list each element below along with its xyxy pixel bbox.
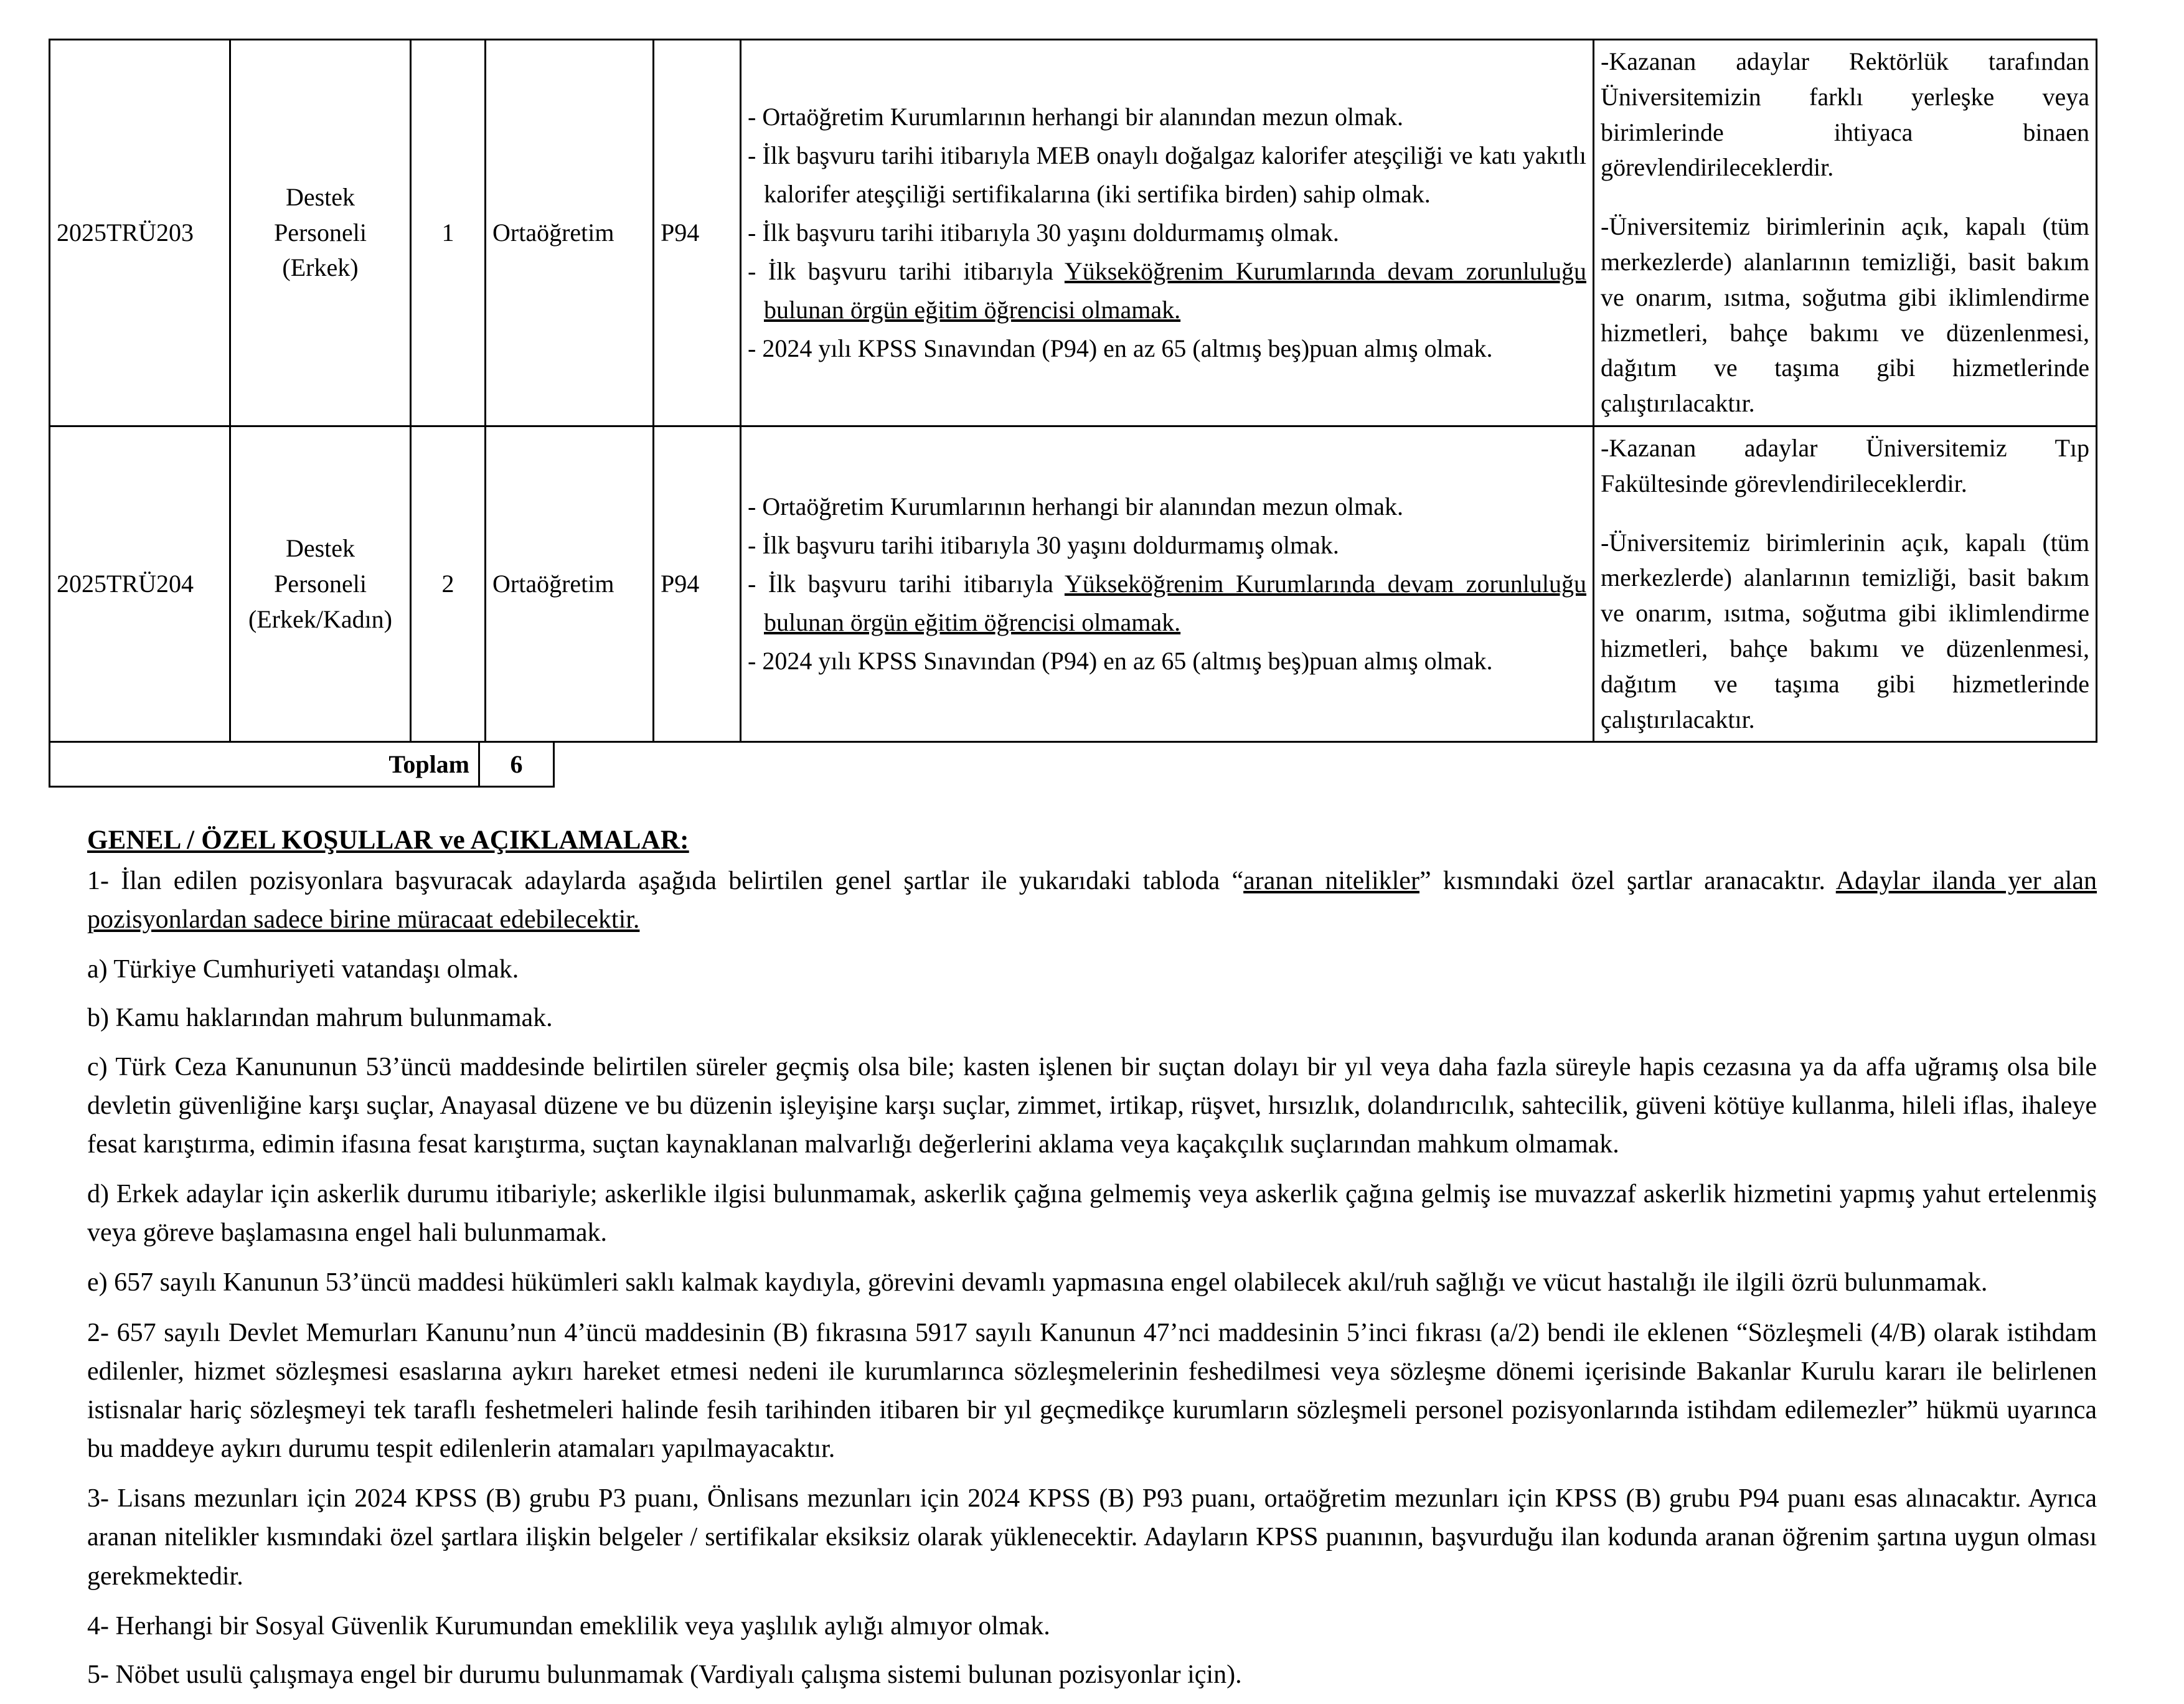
- qualification-item: - İlk başvuru tarihi itibarıyla 30 yaşını doldurmamış olmak.: [748, 218, 1339, 247]
- table-row: [50, 40, 2097, 426]
- position-title-line-2: Personeli: [274, 569, 367, 598]
- assignment-note-1: -Kazanan adaylar Üniversitemiz Tıp Fakültesinde görevlendirileceklerdir.: [1601, 433, 2089, 497]
- qualification-item: - 2024 yılı KPSS Sınavından (P94) en az 65 (altmış beş)puan almış olmak.: [748, 334, 1493, 362]
- qualification-item: - Ortaöğretim Kurumlarının herhangi bir alanından mezun olmak.: [748, 492, 1404, 521]
- condition-item-2: 2- 657 sayılı Devlet Memurları Kanunu’nun 4’üncü maddesinin (B) fıkrasına 5917 sayılı Kanunun 47’nci maddesinin 5’inci fıkrası (a/2) bendi ile eklenen “Sözleşmeli (4/B) olarak istihdam edilenler, hizmet sözleşmesi esaslarına aykırı hareket etmesi nedeni ile kurumlarınca sözleşmelerinin feshedilmesi veya sözleşme dönemi içerisinde Bakanlar Kurulu kararı ile belirlenen istisnalar hariç sözleşmeyi tek taraflı feshetmeleri halinde fesih tarihinden itibaren bir yıl geçmedikçe kurumların sözleşmeli personel pozisyonlarında istihdam edilemezler” hükmü uyarınca bu maddeye aykırı durumu tespit edilenlerin atamaları yapılmayacaktır.: [87, 1318, 2097, 1464]
- section-title: GENEL / ÖZEL KOŞULLAR ve AÇIKLAMALAR:: [87, 826, 689, 855]
- condition-item-1: [87, 862, 2097, 939]
- condition-1-part-c: ” kısmındaki özel şartlar aranacaktır.: [1419, 867, 1836, 895]
- qualification-item: - 2024 yılı KPSS Sınavından (P94) en az 65 (altmış beş)puan almış olmak.: [748, 647, 1493, 675]
- assignment-note-2: -Üniversitemiz birimlerinin açık, kapalı (tüm merkezlerde) alanlarının temizliği, basit bakım ve onarım, ısıtma, soğutma gibi iklimlendirme hizmetleri, bahçe bakımı ve düzenlenmesi, dağıtım ve taşıma gibi hizmetlerinde çalıştırılacaktır.: [1601, 212, 2089, 418]
- qualification-item-prefix: - İlk başvuru tarihi itibarıyla: [748, 570, 1065, 598]
- condition-item-e: e) 657 sayılı Kanunun 53’üncü maddesi hükümleri saklı kalmak kaydıyla, görevini devamlı yapmasına engel olabilecek akıl/ruh sağlığı ve vücut hastalığı ile ilgili özrü bulunmamak.: [87, 1268, 1988, 1297]
- notes-spacer: [1601, 186, 2089, 209]
- position-title-line-1: Destek: [285, 534, 355, 562]
- condition-item-a: a) Türkiye Cumhuriyeti vatandaşı olmak.: [87, 955, 519, 984]
- assignment-note-2: -Üniversitemiz birimlerinin açık, kapalı (tüm merkezlerde) alanlarının temizliği, basit bakım ve onarım, ısıtma, soğutma gibi iklimlendirme hizmetleri, bahçe bakımı ve düzenlenmesi, dağıtım ve taşıma gibi hizmetlerinde çalıştırılacaktır.: [1601, 528, 2089, 733]
- cell-position-count: 2: [411, 426, 486, 741]
- table-row: [50, 426, 2097, 741]
- position-title-line-2: Personeli: [274, 218, 367, 247]
- cell-education-level: Ortaöğretim: [486, 426, 654, 741]
- position-title-line-3: (Erkek/Kadın): [248, 605, 392, 633]
- cell-position-code: 2025TRÜ203: [50, 40, 230, 426]
- condition-item-3: 3- Lisans mezunları için 2024 KPSS (B) grubu P3 puanı, Önlisans mezunları için 2024 KPSS (B) P93 puanı, ortaöğretim mezunları için KPSS (B) grubu P94 puanı esas alınacaktır. Ayrıca aranan nitelikler kısmındaki özel şartlara ilişkin belgeler / sertifikalar eksiksiz olarak yüklenecektir. Adayların KPSS puanının, başvurduğu ilan kodunda aranan öğrenim şartına uygun olması gerekmektedir.: [87, 1484, 2097, 1591]
- condition-item-5: 5- Nöbet usulü çalışmaya engel bir durumu bulunmamak (Vardiyalı çalışma sistemi bulunan pozisyonlar için).: [87, 1660, 1242, 1689]
- cell-education-level: Ortaöğretim: [486, 40, 654, 426]
- total-label: Toplam: [50, 742, 479, 787]
- cell-assignment-notes: [1594, 426, 2097, 741]
- qualification-item-underlined: [748, 252, 1586, 329]
- qualification-underlined-text: Yükseköğrenim Kurumlarında devam zorunluluğu bulunan örgün eğitim öğrencisi olmamak.: [764, 257, 1586, 324]
- qualification-item: - İlk başvuru tarihi itibarıyla MEB onaylı doğalgaz kalorifer ateşçiliği ve katı yakıtlı kalorifer ateşçiliği sertifikalarına (iki sertifika birden) sahip olmak.: [748, 141, 1586, 208]
- positions-table: [49, 39, 2097, 743]
- cell-required-qualifications: [741, 426, 1594, 741]
- conditions-section: [87, 825, 2097, 1704]
- condition-1-quoted-term: aranan nitelikler: [1243, 867, 1419, 895]
- condition-1-underlined-note: Adaylar ilanda yer alan pozisyonlardan sadece birine müracaat edebilecektir.: [87, 867, 2097, 934]
- cell-score-type: P94: [654, 40, 741, 426]
- position-title-line-3: (Erkek): [282, 253, 359, 282]
- qualification-underlined-text: Yükseköğrenim Kurumlarında devam zorunluluğu bulunan örgün eğitim öğrencisi olmamak.: [764, 570, 1586, 637]
- cell-assignment-notes: [1594, 40, 2097, 426]
- condition-item-4: 4- Herhangi bir Sosyal Güvenlik Kurumundan emeklilik veya yaşlılık aylığı almıyor olmak.: [87, 1611, 1050, 1640]
- condition-item-b: b) Kamu haklarından mahrum bulunmamak.: [87, 1004, 553, 1033]
- assignment-note-1: -Kazanan adaylar Rektörlük tarafından Üniversitemizin farklı yerleşke veya birimlerinde ihtiyaca binaen görevlendirileceklerdir.: [1601, 47, 2089, 182]
- qualification-item: - İlk başvuru tarihi itibarıyla 30 yaşını doldurmamış olmak.: [748, 531, 1339, 560]
- qualification-item-prefix: - İlk başvuru tarihi itibarıyla: [748, 257, 1065, 285]
- position-title-line-1: Destek: [285, 182, 355, 211]
- qualification-item-underlined: [748, 565, 1586, 642]
- total-value: 6: [479, 742, 554, 787]
- condition-item-d: d) Erkek adaylar için askerlik durumu itibariyle; askerlikle ilgisi bulunmamak, askerlik çağına gelmemiş veya askerlik çağına gelmiş ise muvazzaf askerlik hizmetini yapmış yahut ertelenmiş veya göreve başlamasına engel hali bulunmamak.: [87, 1180, 2097, 1248]
- cell-position-code: 2025TRÜ204: [50, 426, 230, 741]
- cell-position-title: [230, 426, 411, 741]
- cell-position-count: 1: [411, 40, 486, 426]
- condition-1-part-a: 1- İlan edilen pozisyonlara başvuracak adaylarda aşağıda belirtilen genel şartlar ile yukarıdaki tabloda “: [87, 867, 1244, 895]
- notes-spacer: [1601, 502, 2089, 525]
- total-row: [50, 742, 554, 787]
- total-row-table: [49, 741, 555, 788]
- positions-table-container: [49, 39, 2096, 788]
- cell-required-qualifications: [741, 40, 1594, 426]
- qualification-item: - Ortaöğretim Kurumlarının herhangi bir alanından mezun olmak.: [748, 102, 1404, 131]
- cell-score-type: P94: [654, 426, 741, 741]
- condition-item-c: c) Türk Ceza Kanununun 53’üncü maddesinde belirtilen süreler geçmiş olsa bile; kasten işlenen bir suçtan dolayı bir yıl veya daha fazla süreyle hapis cezasına ya da affa uğramış olsa bile devletin güvenliğine karşı suçlar, Anayasal düzene ve bu düzenin işleyişine karşı suçlar, zimmet, irtikap, rüşvet, hırsızlık, dolandırıcılık, sahtecilik, güveni kötüye kullanma, hileli iflas, ihaleye fesat karıştırma, edimin ifasına fesat karıştırma, suçtan kaynaklanan malvarlığı değerlerini aklama veya kaçakçılık suçlarından mahkum olmamak.: [87, 1052, 2097, 1159]
- cell-position-title: [230, 40, 411, 426]
